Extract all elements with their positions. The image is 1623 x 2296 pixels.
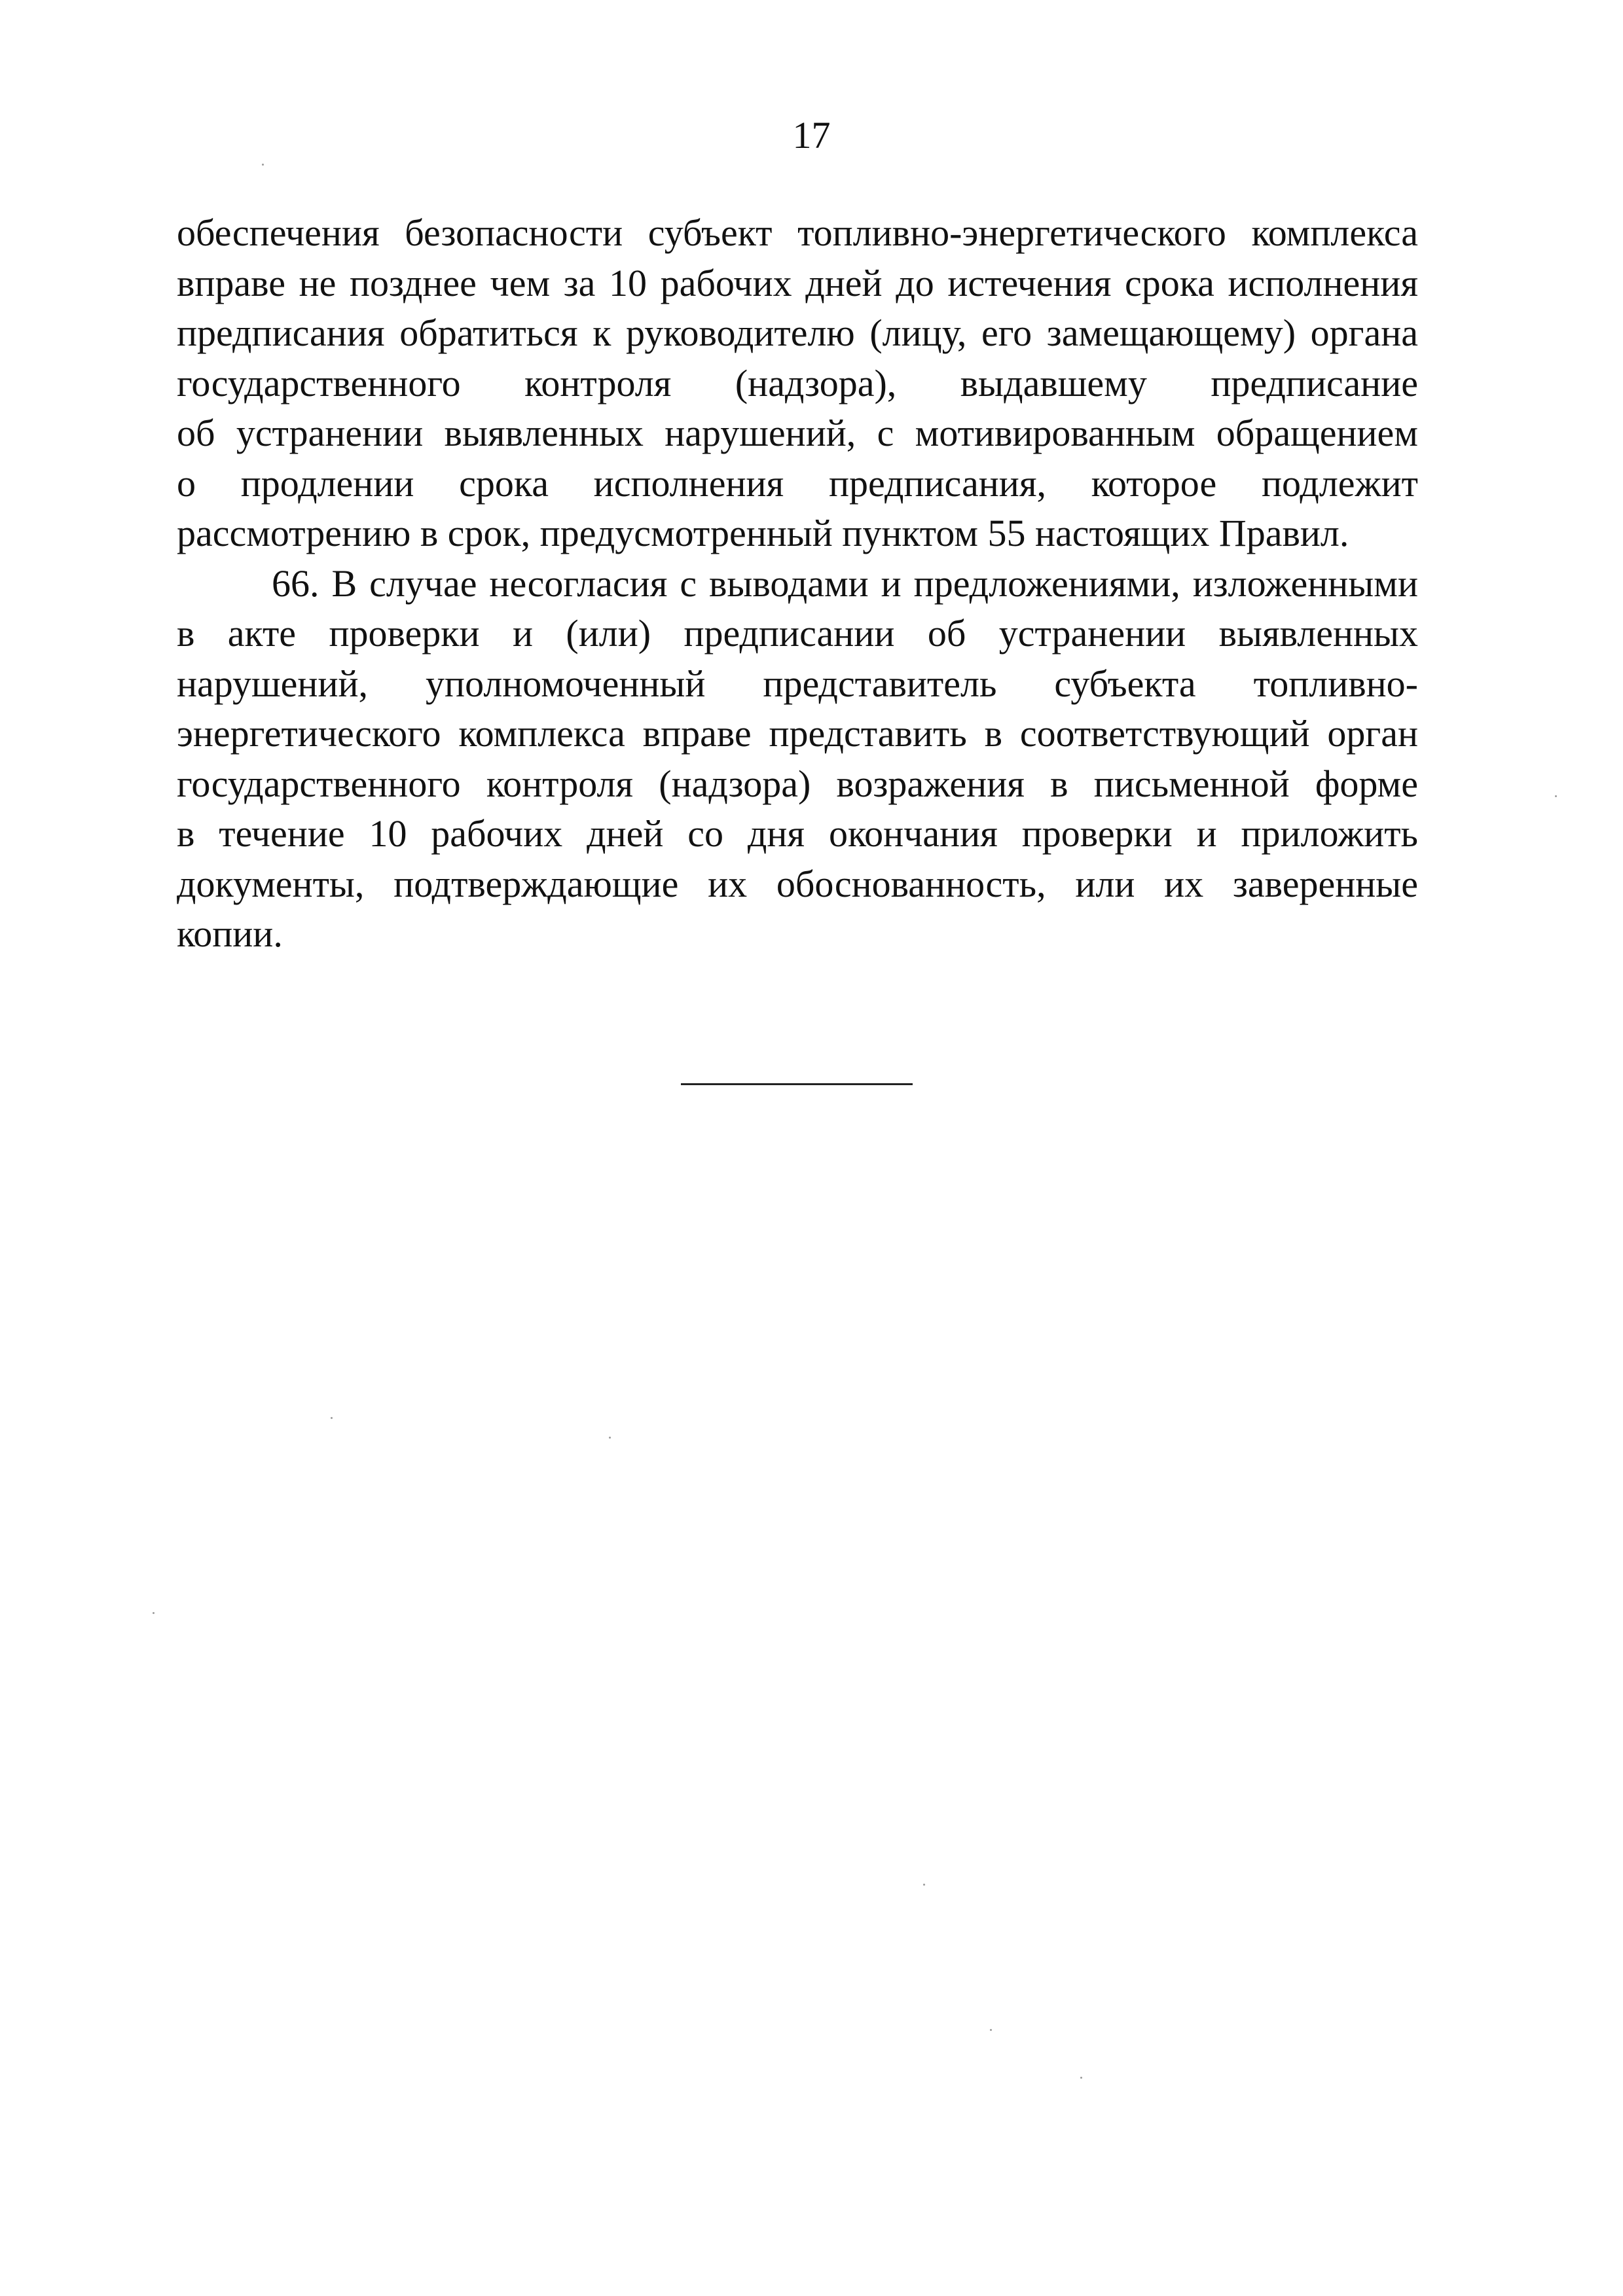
text-line: в акте проверки и (или) предписании об устранении выявленных [177, 612, 1418, 655]
paragraph-66 [177, 559, 1418, 960]
paragraph-continuation [177, 208, 1418, 559]
end-of-text-rule [681, 1083, 913, 1085]
page-number: 17 [792, 114, 831, 156]
text-line: копии. [177, 912, 283, 955]
text-line: рассмотрению в срок, предусмотренный пунктом 55 настоящих Правил. [177, 512, 1349, 554]
scan-speck [331, 1417, 333, 1419]
text-line: в течение 10 рабочих дней со дня окончания проверки и приложить [177, 812, 1418, 855]
text-line: вправе не позднее чем за 10 рабочих дней до истечения срока исполнения [177, 261, 1418, 304]
scan-speck [609, 1437, 611, 1439]
text-line: нарушений, уполномоченный представитель субъекта топливно- [177, 662, 1418, 705]
scan-speck [262, 164, 264, 166]
text-line: государственного контроля (надзора), выдавшему предписание [177, 361, 1418, 404]
scan-speck [990, 2029, 992, 2031]
scan-speck [1080, 2077, 1082, 2079]
document-body [177, 208, 1418, 960]
text-line: обеспечения безопасности субъект топливно-энергетического комплекса [177, 211, 1418, 254]
text-line: об устранении выявленных нарушений, с мотивированным обращением [177, 412, 1418, 454]
text-line: государственного контроля (надзора) возражения в письменной форме [177, 762, 1418, 805]
text-line: о продлении срока исполнения предписания, которое подлежит [177, 461, 1418, 505]
scan-speck [153, 1612, 155, 1614]
text-line: энергетического комплекса вправе представить в соответствующий орган [177, 712, 1418, 755]
scan-speck [1555, 795, 1557, 797]
text-line: документы, подтверждающие их обоснованность, или их заверенные [177, 862, 1418, 905]
text-line: предписания обратиться к руководителю (лицу, его замещающему) органа [177, 312, 1418, 354]
scan-speck [923, 1884, 925, 1886]
text-line: 66. В случае несогласия с выводами и предложениями, изложенными [272, 562, 1418, 605]
